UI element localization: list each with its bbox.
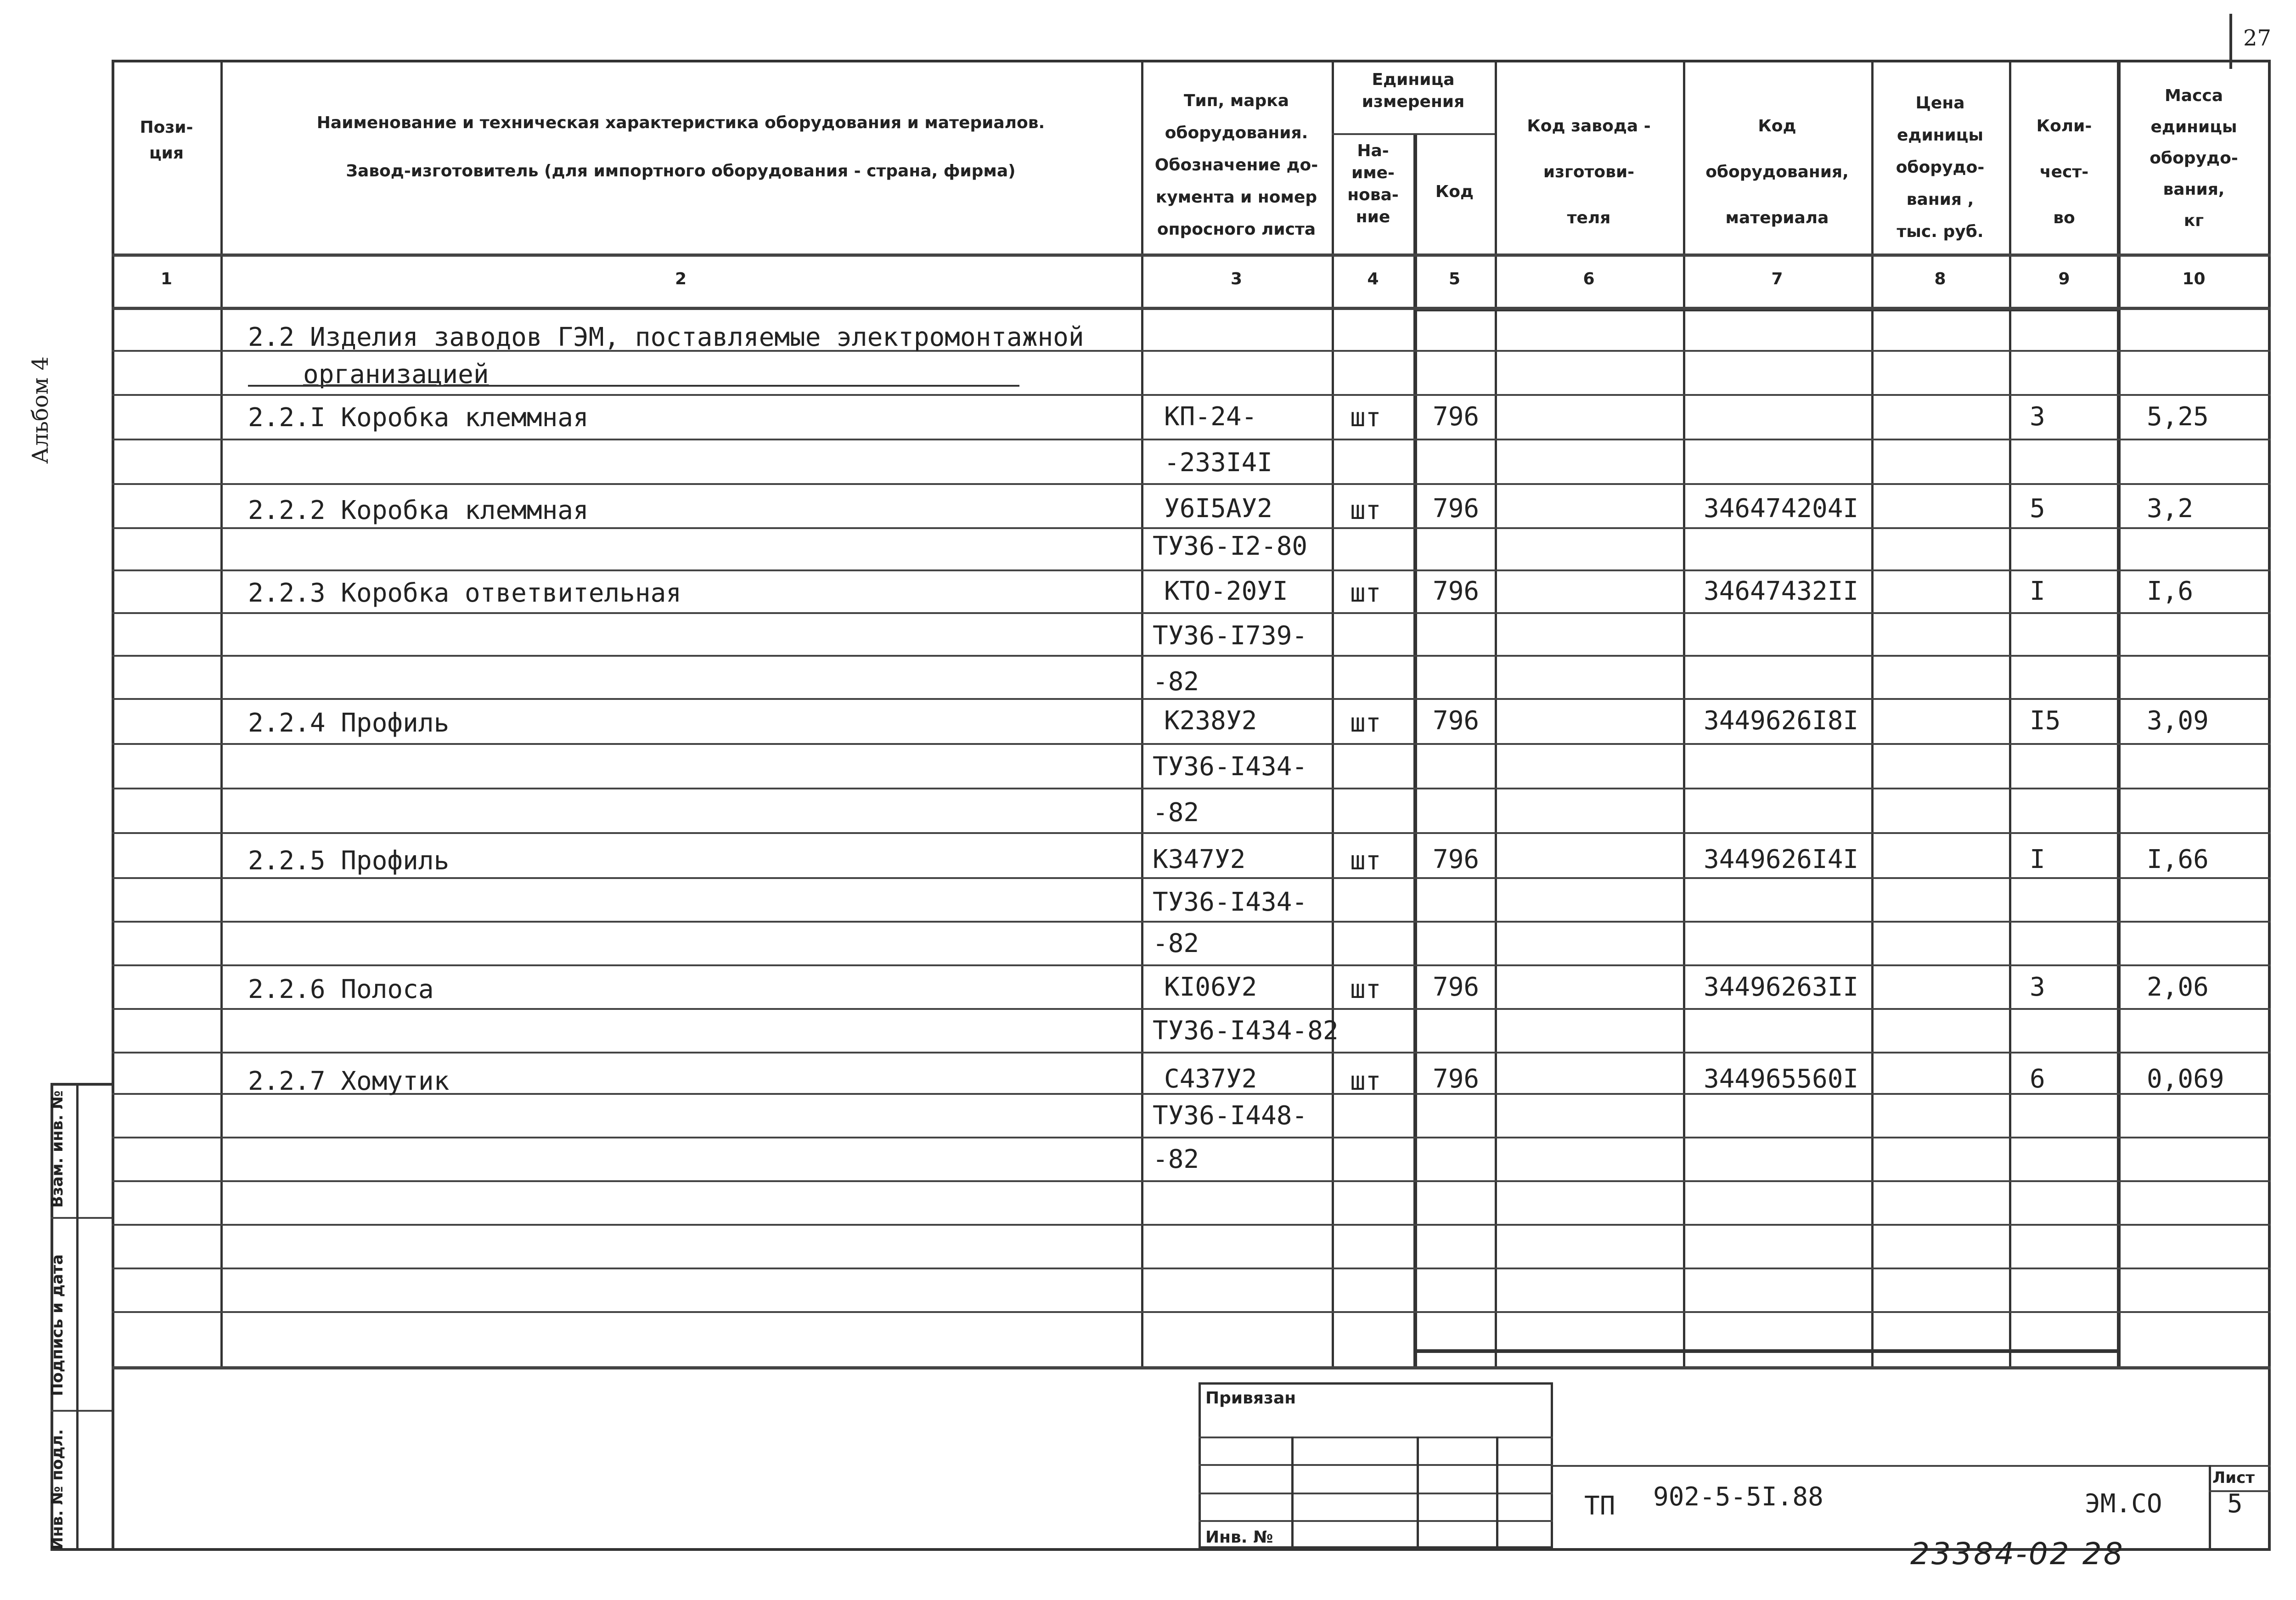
item-name: 2.2.6 Полоса: [248, 975, 434, 1004]
row-line: [112, 439, 2271, 440]
item-type: -82: [1153, 1144, 1199, 1174]
section-title-cont: организацией: [303, 360, 489, 389]
item-code: 3449626I4I: [1704, 845, 1859, 874]
tp-label: ТП: [1584, 1491, 1615, 1521]
col-number: 2: [675, 270, 687, 288]
row-line: [112, 394, 2271, 396]
item-unit-code: 796: [1433, 1064, 1480, 1094]
item-unit-code: 796: [1433, 576, 1480, 606]
table-bottom-line: [112, 1366, 2271, 1369]
item-type: С437У2: [1164, 1064, 1257, 1094]
item-name: 2.2.3 Коробка ответвительная: [248, 578, 682, 608]
row-line: [112, 743, 2271, 745]
item-code: 34496263II: [1704, 972, 1859, 1002]
item-mass: 2,06: [2147, 972, 2209, 1002]
binding-line: [1199, 1464, 1553, 1466]
item-unit: шт: [1350, 846, 1381, 876]
item-unit-code: 796: [1433, 972, 1480, 1002]
item-mass: I,66: [2147, 845, 2209, 874]
item-unit: шт: [1350, 975, 1381, 1004]
row-line: [112, 698, 2271, 700]
header-col1: Пози- ция: [140, 118, 193, 163]
title-line: [1553, 1465, 2271, 1467]
col-number: 10: [2182, 270, 2206, 288]
item-type: У6I5АУ2: [1164, 494, 1273, 524]
header-col2-sub: Завод-изготовитель (для импортного оборудования - страна, фирма): [346, 162, 1016, 180]
inv-label: Инв. №: [1205, 1528, 1273, 1547]
row-line: [112, 1224, 2271, 1226]
header-line: [112, 254, 2271, 257]
item-type: ТУ36-I739-: [1153, 621, 1308, 651]
unit-group-line: [1332, 133, 1495, 135]
header-col6: Код завода - изготови- теля: [1527, 117, 1651, 227]
col-number: 8: [1934, 270, 1946, 288]
item-unit: шт: [1350, 708, 1381, 738]
item-unit-code: 796: [1433, 706, 1480, 736]
col-number: 9: [2058, 270, 2070, 288]
item-qty: 6: [2030, 1064, 2045, 1094]
item-type: КТО-20УI: [1164, 576, 1288, 606]
col-number: 7: [1771, 270, 1783, 288]
bound-label: Привязан: [1205, 1389, 1296, 1408]
row-line: [112, 877, 2271, 879]
item-unit-code: 796: [1433, 402, 1480, 432]
row-line: [112, 569, 2271, 571]
row-line: [112, 527, 2271, 529]
row-line: [112, 1180, 2271, 1182]
item-name: 2.2.I Коробка клеммная: [248, 403, 589, 433]
binding-line: [1199, 1437, 1553, 1438]
side-label-signature: Подпись и дата: [48, 1254, 67, 1396]
header-col2: Наименование и техническая характеристика оборудования и материалов.: [316, 113, 1045, 132]
handwritten-number: 23384-02 28: [1910, 1536, 2125, 1572]
doc-mark: ЭМ.СО: [2085, 1489, 2162, 1519]
col-number: 6: [1583, 270, 1595, 288]
item-type: ТУ36-I434-: [1153, 752, 1308, 782]
item-unit: шт: [1350, 496, 1381, 525]
row-line: [112, 788, 2271, 789]
item-qty: 3: [2030, 402, 2045, 432]
col-number: 3: [1230, 270, 1243, 288]
item-type: ТУ36-I448-: [1153, 1101, 1308, 1131]
section-underline: [248, 385, 1019, 387]
side-label-inventory: Инв. № подл.: [48, 1429, 67, 1550]
item-type: КП-24-: [1164, 402, 1257, 432]
row-line: [112, 921, 2271, 923]
item-type: КI06У2: [1164, 972, 1257, 1002]
col-number: 5: [1448, 270, 1461, 288]
section-title: 2.2 Изделия заводов ГЭМ, поставляемые электромонтажной: [248, 322, 1084, 352]
row-line: [112, 964, 2271, 966]
item-mass: 3,2: [2147, 494, 2194, 524]
sheet-number: 27: [2243, 25, 2272, 51]
item-qty: I: [2030, 845, 2045, 874]
binding-line: [1199, 1493, 1553, 1494]
row-line: [112, 655, 2271, 657]
item-code: 344965560I: [1704, 1064, 1859, 1094]
item-type: ТУ36-I434-82: [1153, 1016, 1339, 1046]
item-unit: шт: [1350, 403, 1381, 433]
item-code: 3449626I8I: [1704, 706, 1859, 736]
item-type: ТУ36-I2-80: [1153, 531, 1308, 561]
item-qty: I5: [2030, 706, 2061, 736]
header-col5: Код: [1435, 182, 1474, 201]
item-name: 2.2.5 Профиль: [248, 846, 450, 876]
item-type: К238У2: [1164, 706, 1257, 736]
row-line: [112, 1137, 2271, 1138]
item-name: 2.2.2 Коробка клеммная: [248, 496, 589, 525]
doc-number: 902-5-5I.88: [1653, 1482, 1823, 1512]
header-col3: Тип, марка оборудования. Обозначение до- кумента и номер опросного листа: [1154, 91, 1318, 239]
binding-col: [1496, 1437, 1498, 1549]
col-number: 4: [1367, 270, 1379, 288]
side-stamp-divider: [51, 1410, 112, 1412]
item-unit: шт: [1350, 578, 1381, 608]
item-qty: I: [2030, 576, 2045, 606]
binding-line: [1199, 1520, 1553, 1522]
sheet-value: 5: [2227, 1489, 2243, 1519]
item-type: -233I4I: [1164, 448, 1273, 478]
side-label-replace: Взам. инв. №: [48, 1090, 67, 1208]
header-unit-group: Единица измерения: [1362, 70, 1465, 111]
item-name: 2.2.7 Хомутик: [248, 1066, 450, 1096]
item-mass: 3,09: [2147, 706, 2209, 736]
item-name: 2.2.4 Профиль: [248, 708, 450, 738]
header-col4: На- име- нова- ние: [1347, 141, 1399, 226]
item-code: 346474204I: [1704, 494, 1859, 524]
header-col7: Код оборудования, материала: [1705, 117, 1849, 227]
row-line: [112, 1052, 2271, 1054]
sheet-label: Лист: [2212, 1469, 2255, 1487]
binding-col: [1291, 1437, 1294, 1549]
col-line: [1413, 133, 1417, 1369]
row-line: [112, 612, 2271, 614]
header-col9: Коли- чест- во: [2036, 117, 2092, 227]
bold-bottom-line: [1413, 1349, 2121, 1353]
item-unit-code: 796: [1433, 494, 1480, 524]
header-col8: Цена единицы оборудо- вания , тыс. руб.: [1896, 94, 1985, 241]
col-number: 1: [160, 270, 173, 288]
row-line: [112, 1008, 2271, 1010]
item-mass: I,6: [2147, 576, 2194, 606]
side-stamp-divider: [51, 1217, 112, 1219]
row-line: [112, 1268, 2271, 1269]
side-stamp-divider: [76, 1083, 79, 1551]
item-qty: 5: [2030, 494, 2045, 524]
item-type: ТУ36-I434-: [1153, 887, 1308, 917]
item-code: 34647432II: [1704, 576, 1859, 606]
header-col10: Масса единицы оборудо- вания, кг: [2150, 86, 2238, 230]
item-unit: шт: [1350, 1066, 1381, 1096]
item-mass: 5,25: [2147, 402, 2209, 432]
row-line: [112, 832, 2271, 834]
item-type: -82: [1153, 929, 1199, 958]
header-line: [112, 307, 2271, 310]
item-qty: 3: [2030, 972, 2045, 1002]
item-type: К347У2: [1153, 845, 1246, 874]
item-unit-code: 796: [1433, 845, 1480, 874]
item-type: -82: [1153, 667, 1199, 697]
row-line: [112, 483, 2271, 485]
item-type: -82: [1153, 798, 1199, 828]
album-label: Альбом 4: [28, 356, 53, 464]
title-col: [2209, 1465, 2211, 1551]
binding-col: [1417, 1437, 1419, 1549]
item-mass: 0,069: [2147, 1064, 2224, 1094]
row-line: [112, 1311, 2271, 1313]
